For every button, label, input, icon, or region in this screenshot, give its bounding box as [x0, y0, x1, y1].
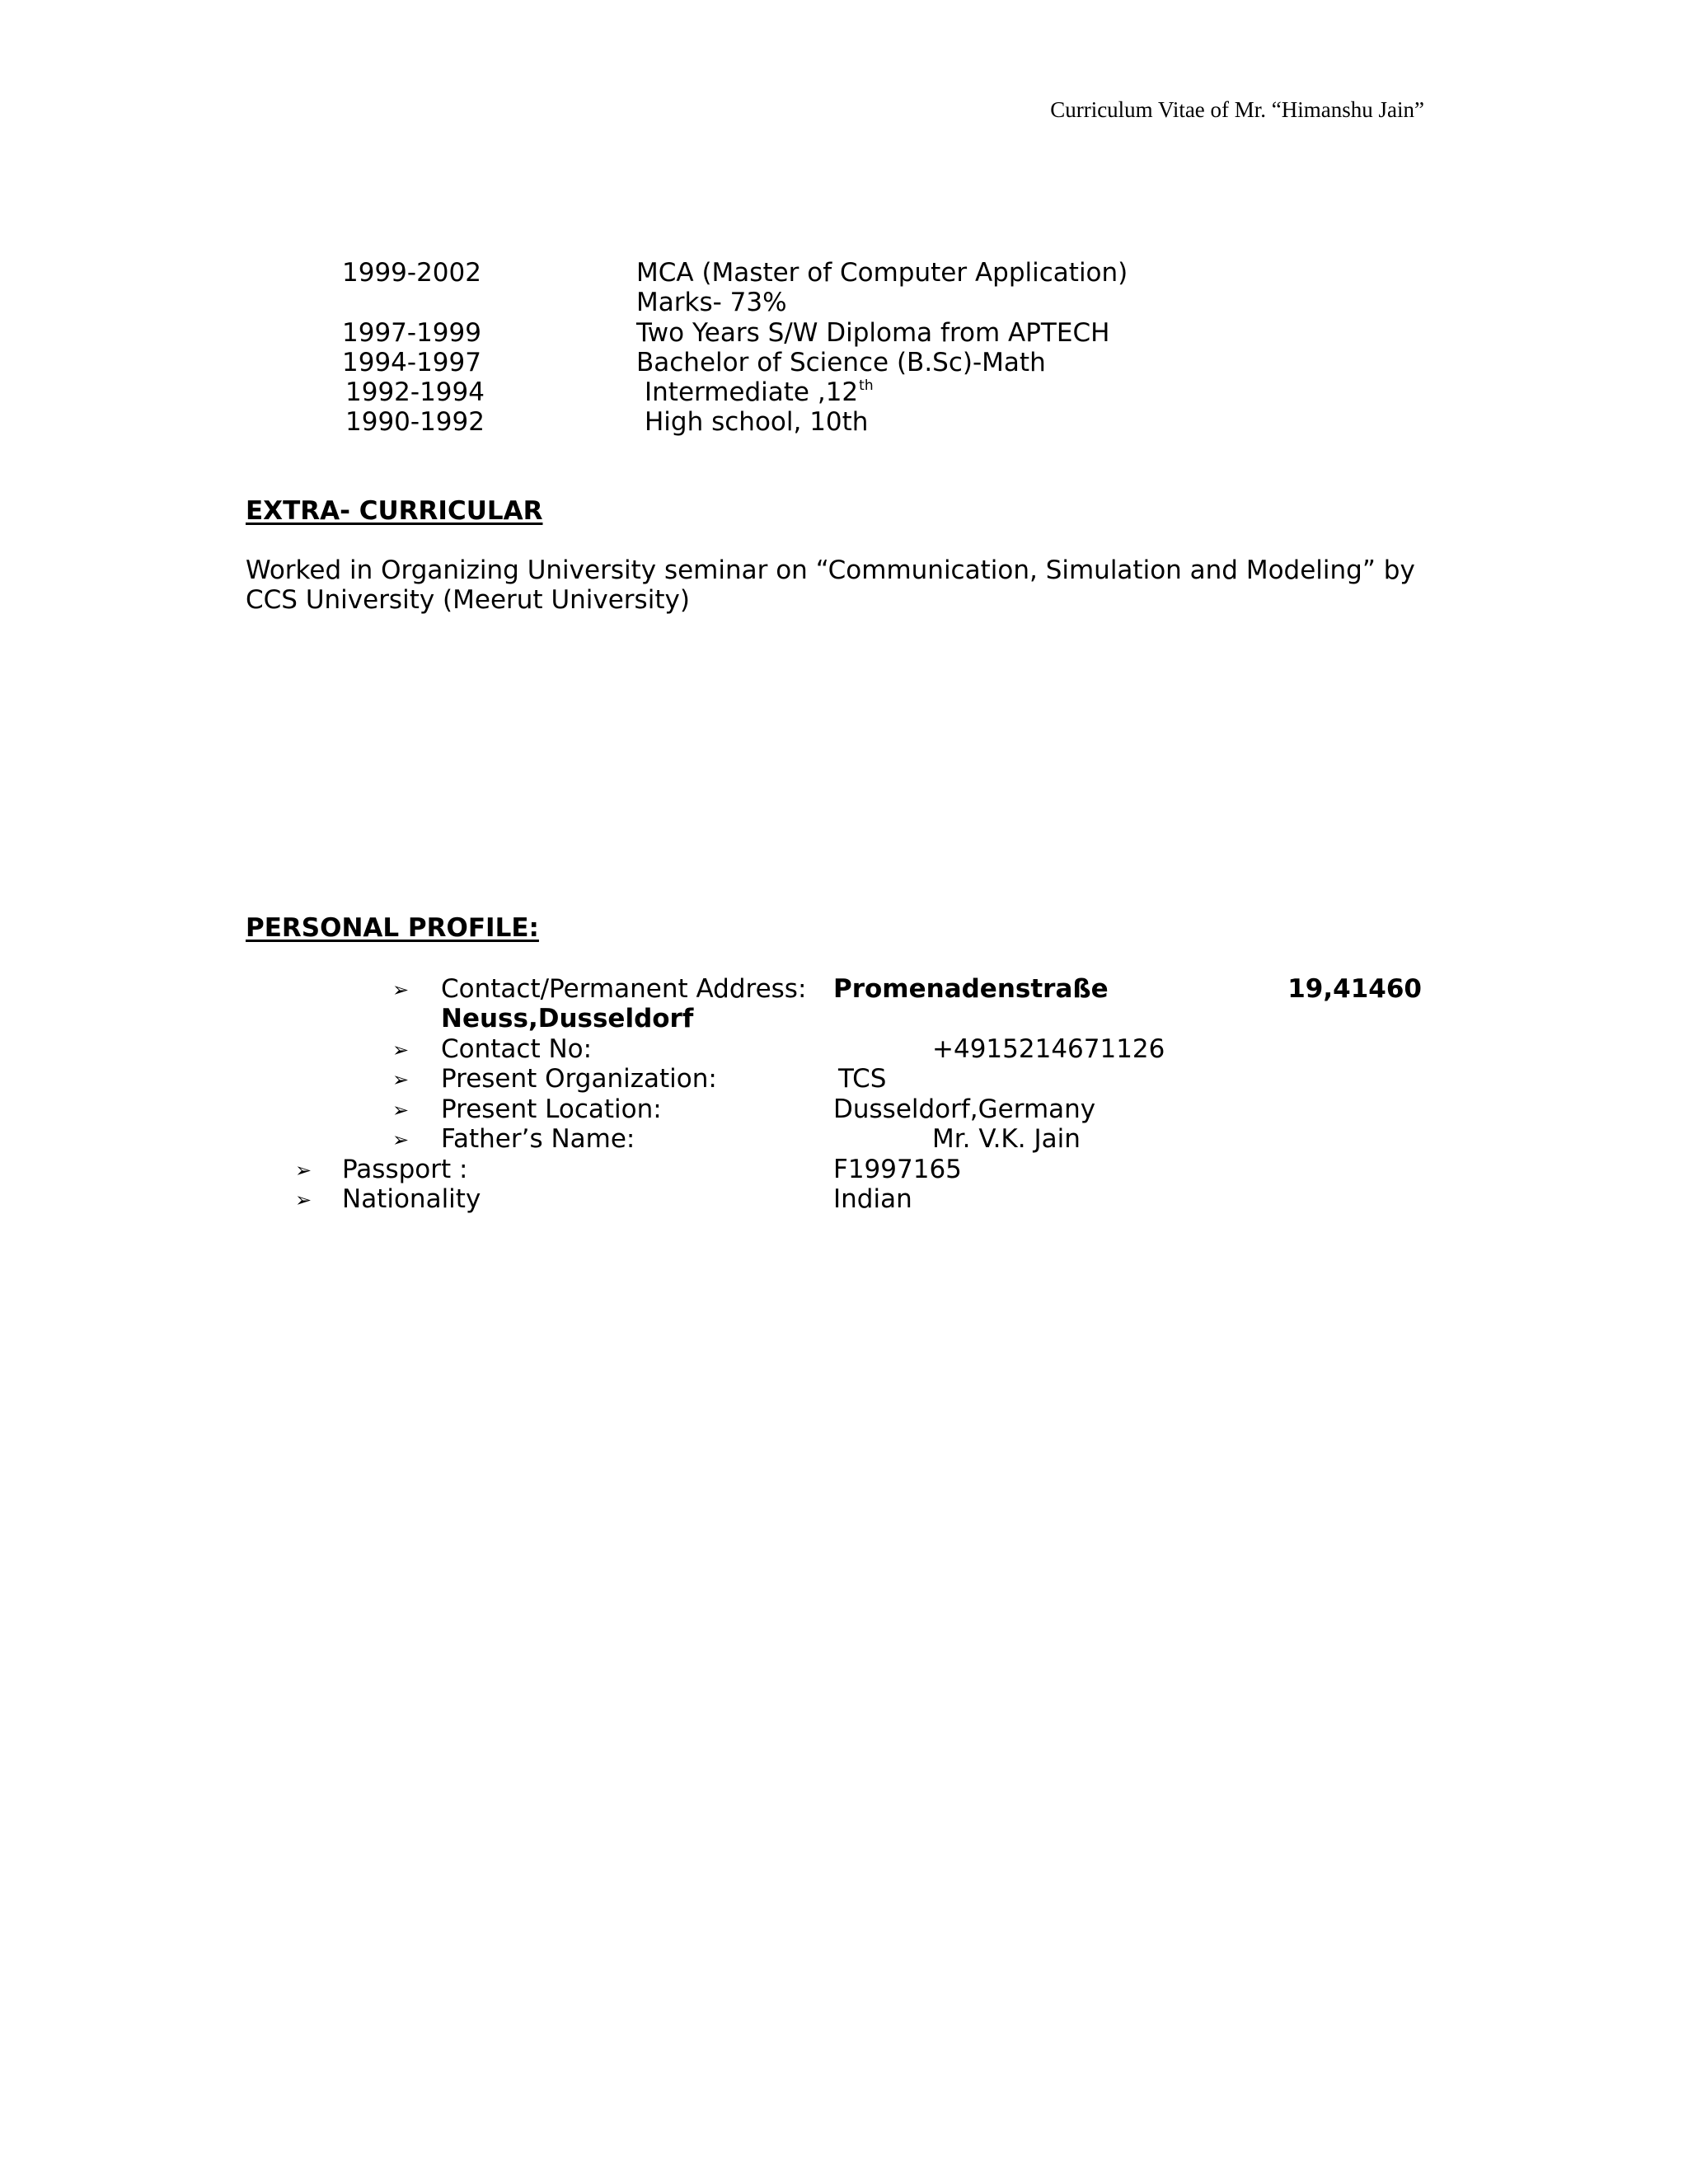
extra-curricular-line: CCS University (Meerut University)	[246, 585, 690, 615]
profile-label: Contact No:	[441, 1034, 593, 1064]
profile-value: +4915214671126	[932, 1034, 1165, 1064]
arrow-bullet-icon: ➢	[392, 1128, 410, 1151]
profile-label: Present Location:	[441, 1094, 662, 1124]
arrow-bullet-icon: ➢	[392, 1099, 410, 1122]
education-qualification: High school, 10th	[645, 407, 869, 437]
arrow-bullet-icon: ➢	[295, 1159, 312, 1182]
extra-curricular-line: Worked in Organizing University seminar on “Communication, Simulation and Modeling” by	[246, 555, 1415, 585]
arrow-bullet-icon: ➢	[295, 1188, 312, 1212]
education-qualification-superscript: th	[859, 377, 874, 394]
profile-value-extra: 19,41460	[1287, 974, 1422, 1004]
profile-value: Dusseldorf,Germany	[833, 1094, 1096, 1124]
education-years: 1990-1992	[345, 407, 485, 437]
education-years: 1999-2002	[342, 258, 481, 288]
profile-label: Nationality	[342, 1184, 481, 1214]
profile-value-line2: Neuss,Dusseldorf	[441, 1004, 694, 1033]
profile-label: Contact/Permanent Address:	[441, 974, 807, 1004]
education-qualification: MCA (Master of Computer Application)	[636, 258, 1128, 288]
arrow-bullet-icon: ➢	[392, 1068, 410, 1091]
education-qualification-wrap	[645, 377, 874, 407]
education-qualification: Intermediate ,12	[645, 377, 859, 407]
profile-label: Passport :	[342, 1155, 468, 1184]
profile-value: Promenadenstraße	[833, 974, 1109, 1004]
profile-value: TCS	[838, 1064, 887, 1094]
education-detail: Marks- 73%	[636, 288, 787, 317]
education-years: 1992-1994	[345, 377, 485, 407]
education-years: 1997-1999	[342, 318, 481, 348]
arrow-bullet-icon: ➢	[392, 1038, 410, 1062]
profile-value: Mr. V.K. Jain	[932, 1124, 1081, 1154]
personal-profile-heading: PERSONAL PROFILE:	[246, 913, 539, 943]
education-qualification: Two Years S/W Diploma from APTECH	[636, 318, 1110, 348]
page-header-title: Curriculum Vitae of Mr. “Himanshu Jain”	[1050, 97, 1424, 122]
profile-value: F1997165	[833, 1155, 962, 1184]
education-years: 1994-1997	[342, 348, 481, 377]
education-qualification: Bachelor of Science (B.Sc)-Math	[636, 348, 1046, 377]
profile-label: Present Organization:	[441, 1064, 717, 1094]
arrow-bullet-icon: ➢	[392, 978, 410, 1001]
extra-curricular-heading: EXTRA- CURRICULAR	[246, 496, 543, 526]
profile-label: Father’s Name:	[441, 1124, 635, 1154]
profile-value: Indian	[833, 1184, 912, 1214]
